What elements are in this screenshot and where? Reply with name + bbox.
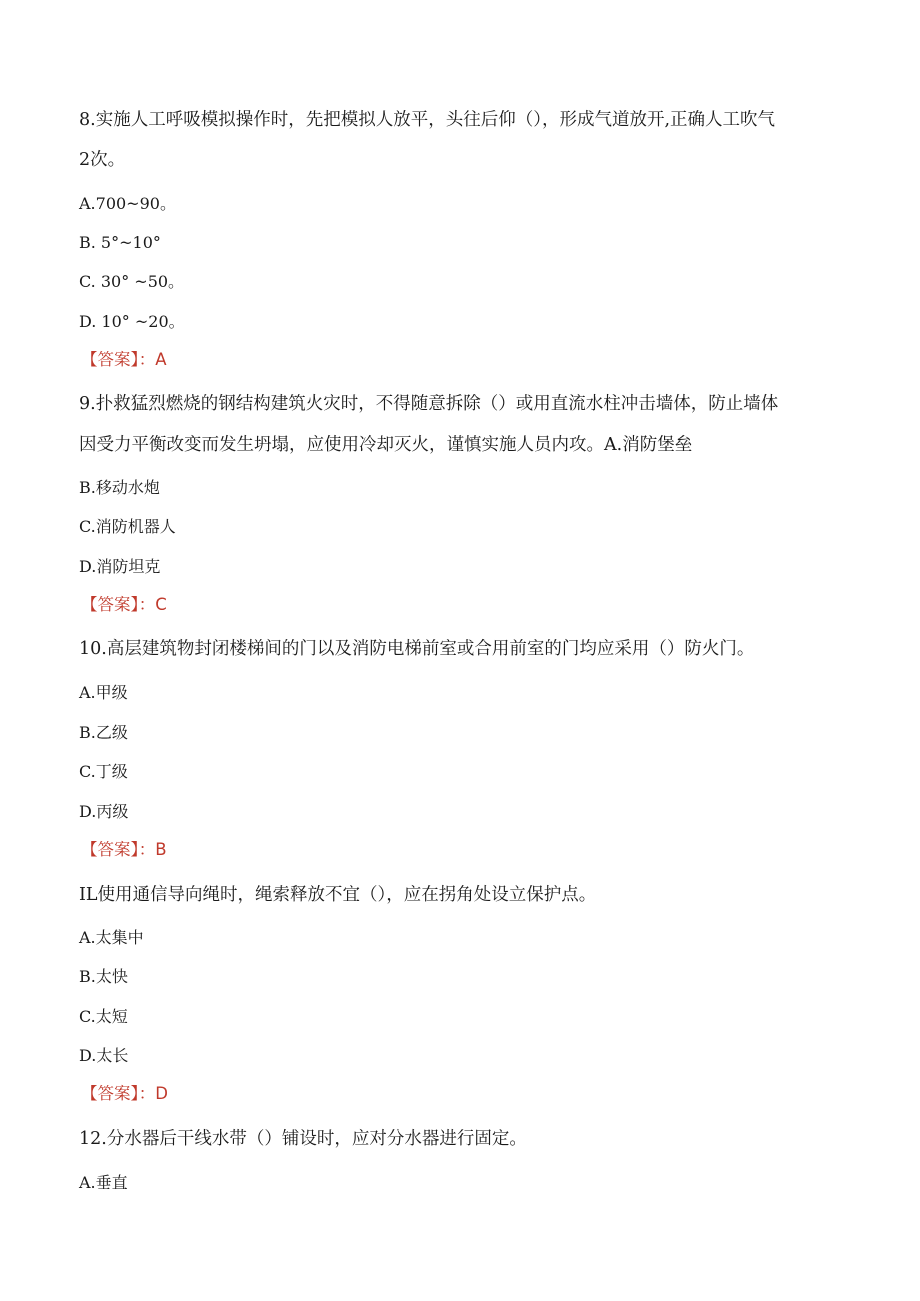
question-11-answer: 【答案】：D — [81, 1084, 168, 1103]
question-10-stem: 10.高层建筑物封闭楼梯间的门以及消防电梯前室或合用前室的门均应采用（）防火门。 — [79, 639, 755, 659]
question-11-option-c: C.太短 — [79, 1007, 128, 1026]
question-12-stem: 12.分水器后干线水带（）铺设时，应对分水器进行固定。 — [79, 1129, 527, 1149]
question-10-option-a: A.甲级 — [79, 683, 128, 702]
question-11-option-b: B.太快 — [79, 967, 128, 986]
question-8-answer: 【答案】：A — [81, 350, 167, 369]
question-10-option-c: C.丁级 — [79, 762, 128, 781]
question-9-stem: 9.扑救猛烈燃烧的钢结构建筑火灾时，不得随意拆除（）或用直流水柱冲击墙体，防止墙体 — [79, 394, 779, 414]
question-8-option-c: C. 30° ~50。 — [79, 272, 185, 291]
question-9-option-c: C.消防机器人 — [79, 517, 176, 536]
question-11-option-a: A.太集中 — [79, 928, 144, 947]
question-9-stem-cont: 因受力平衡改变而发生坍塌，应使用冷却灭火，谨慎实施人员内攻。A.消防堡垒 — [79, 435, 693, 455]
question-9-option-b: B.移动水炮 — [79, 478, 160, 497]
question-10-answer: 【答案】：B — [81, 840, 167, 859]
question-11-option-d: D.太长 — [79, 1046, 129, 1065]
question-8-stem: 8.实施人工呼吸模拟操作时，先把模拟人放平，头往后仰（），形成气道放开,正确人工吹气 — [79, 110, 776, 130]
question-9-answer: 【答案】：C — [81, 595, 167, 614]
question-10-option-d: D.丙级 — [79, 802, 129, 821]
question-8-stem-cont: 2次。 — [79, 150, 126, 170]
question-12-option-a: A.垂直 — [79, 1173, 128, 1192]
question-11-stem: IL使用通信导向绳时，绳索释放不宜（），应在拐角处设立保护点。 — [79, 885, 597, 905]
question-8-option-a: A.700~90。 — [79, 194, 176, 213]
question-10-option-b: B.乙级 — [79, 723, 128, 742]
question-8-option-b: B. 5°~10° — [79, 233, 161, 252]
question-9-option-d: D.消防坦克 — [79, 557, 161, 576]
question-8-option-d: D. 10° ~20。 — [79, 312, 185, 331]
